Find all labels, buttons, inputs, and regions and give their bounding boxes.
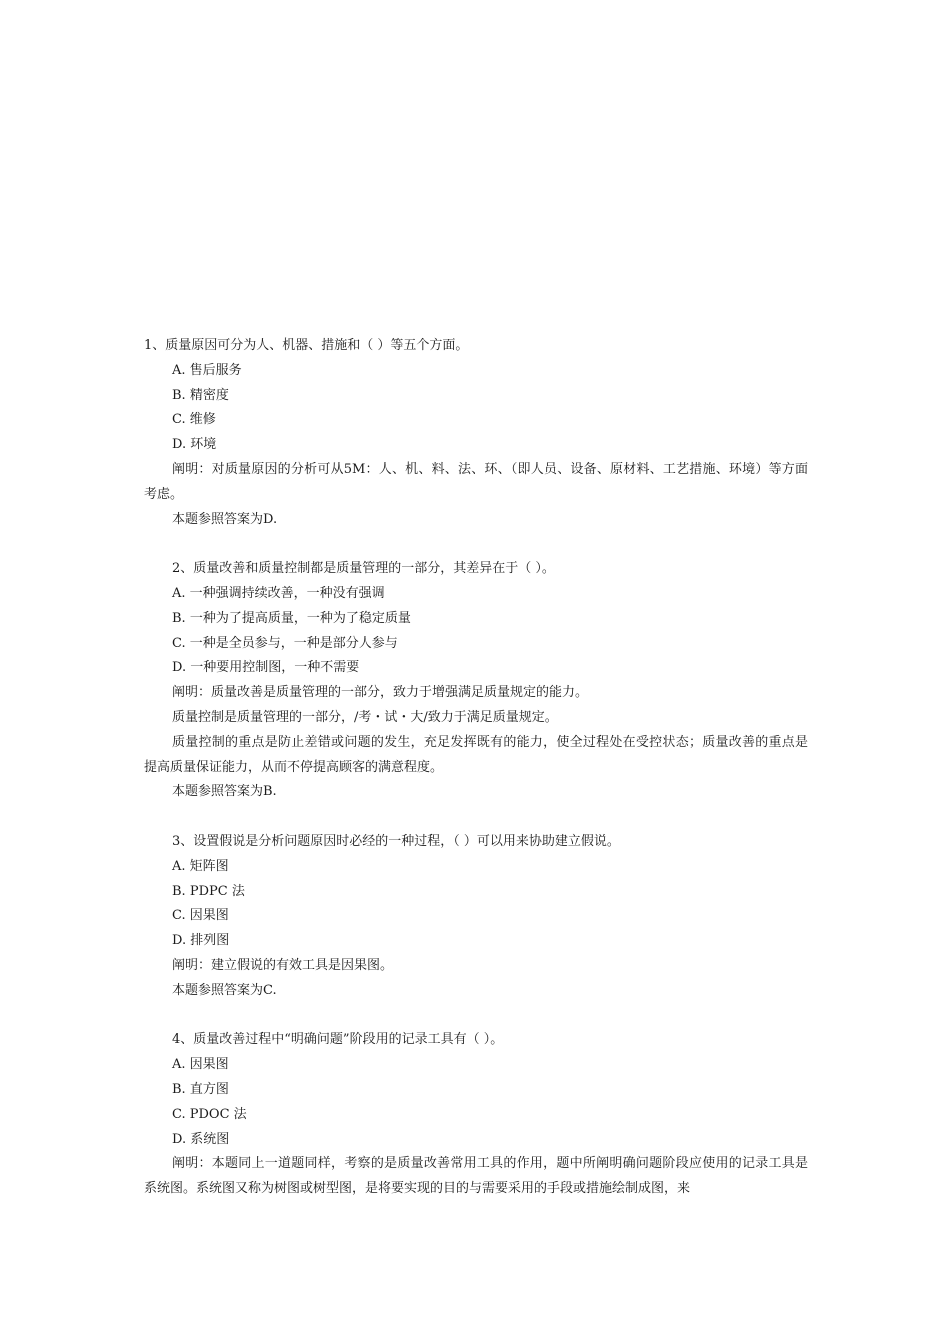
question-1-option-b: B. 精密度 [172, 387, 229, 403]
question-3-option-d: D. 排列图 [172, 933, 230, 949]
question-4-stem: 4、质量改善过程中“明确问题”阶段用的记录工具有（ ）。 [172, 1032, 504, 1048]
question-4-option-b: B. 直方图 [172, 1081, 229, 1097]
question-2-option-b: B. 一种为了提高质量，一种为了稳定质量 [172, 610, 411, 626]
question-3-option-b: B. PDPC 法 [172, 883, 245, 899]
question-4-explanation: 阐明：本题同上一道题同样，考察的是质量改善常用工具的作用，题中所阐明确问题阶段应使用的记录工具是系统图。系统图又称为树图或树型图，是将要实现的目的与需要采用的手段或措施绘制成图，来 [144, 1156, 808, 1197]
question-3-answer: 本题参照答案为C. [172, 982, 277, 998]
question-3-explanation: 阐明：建立假说的有效工具是因果图。 [172, 957, 394, 973]
question-2-stem: 2、质量改善和质量控制都是质量管理的一部分，其差异在于（ ）。 [172, 561, 555, 577]
spacer [144, 1004, 808, 1029]
spacer [144, 805, 808, 830]
spacer [144, 532, 808, 557]
question-1-stem: 1、质量原因可分为人、机器、措施和（ ）等五个方面。 [144, 338, 469, 353]
question-2-option-d: D. 一种要用控制图，一种不需要 [172, 660, 360, 676]
question-1-option-a: A. 售后服务 [172, 362, 242, 378]
question-1-explanation: 阐明：对质量原因的分析可从5M：人、机、料、法、环、（即人员、设备、原材料、工艺措施、环境）等方面考虑。 [144, 461, 808, 502]
question-4-option-c: C. PDOC 法 [172, 1106, 247, 1122]
question-3-option-a: A. 矩阵图 [172, 858, 229, 874]
question-2-explanation-3: 质量控制的重点是防止差错或问题的发生，充足发挥既有的能力，使全过程处在受控状态；质量改善的重点是提高质量保证能力，从而不停提高顾客的满意程度。 [144, 734, 808, 775]
question-4-option-d: D. 系统图 [172, 1131, 230, 1147]
question-1-answer: 本题参照答案为D. [172, 511, 278, 527]
question-3-option-c: C. 因果图 [172, 908, 229, 924]
document-page [144, 334, 808, 1202]
question-2-option-c: C. 一种是全员参与，一种是部分人参与 [172, 635, 398, 651]
question-1-option-c: C. 维修 [172, 412, 216, 428]
question-1-option-d: D. 环境 [172, 437, 217, 453]
question-4-option-a: A. 因果图 [172, 1057, 229, 1073]
question-2-explanation-2: 质量控制是质量管理的一部分，/考・试・大/致力于满足质量规定。 [172, 709, 558, 725]
question-3-stem: 3、设置假说是分析问题原因时必经的一种过程，（ ）可以用来协助建立假说。 [172, 833, 620, 849]
question-2-explanation-1: 阐明：质量改善是质量管理的一部分，致力于增强满足质量规定的能力。 [172, 685, 589, 701]
question-2-option-a: A. 一种强调持续改善，一种没有强调 [172, 585, 385, 601]
question-2-answer: 本题参照答案为B. [172, 784, 277, 800]
